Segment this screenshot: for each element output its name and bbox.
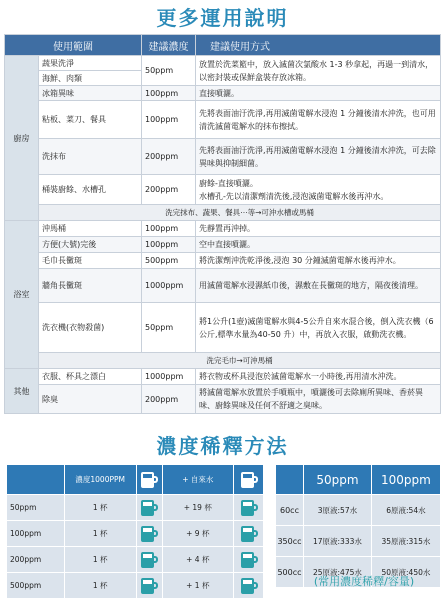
table-row [5,139,441,175]
dilution-row [7,521,264,547]
header-scope: 使用範圍 [5,35,142,56]
method: 將洗潔劑沖洗乾淨後,浸泡 30 分鐘滅菌電解水後再沖水。 [196,253,441,269]
separator-row [5,205,441,221]
ratio-header-row [276,465,441,495]
method: 放置於洗菜籃中，放入滅菌次氯酸水 1-3 秒拿起，再過一到清水，以密封裝或保鮮盒裝存放冰箱。 [196,56,441,86]
plus-sign: + [182,475,189,484]
concentration: 50ppm [142,303,196,353]
table-row [5,385,441,414]
method: 先將表面油汙洗淨,再用滅菌電解水浸泡 1 分鐘後清水沖洗，也可用清洗滅菌電解水的抹布擦拭。 [196,101,441,139]
item-label: 沖馬桶 [39,221,142,237]
ratio-100: 50原液:450水 [371,557,440,588]
cup-icon [240,471,258,489]
table-row [5,56,441,71]
usage-title: 更多運用說明 [156,6,289,30]
cup-icon [140,577,158,595]
method: 直接噴灑。 [196,86,441,101]
table-row [5,303,441,353]
category-other: 其他 [5,369,39,414]
item-label: 冰箱異味 [39,86,142,101]
header-method: 建議使用方式 [196,35,441,56]
item-label: 桶裝廚餘、水槽孔 [39,175,142,205]
plus-sign: + [186,555,193,564]
dilution-base: 1 杯 [64,547,136,573]
plus-sign: + [183,503,191,512]
item-label: 洗衣機(衣物殺菌) [39,303,142,353]
item-label: 洗抹布 [39,139,142,175]
concentration: 100ppm [142,221,196,237]
separator-note: 洗完毛巾→可沖馬桶 [39,353,441,369]
dilution-header-water: 自來水 [190,475,214,484]
ratio-header-100: 100ppm [371,465,440,495]
method-line: 水槽孔-先以清潔劑清洗後,浸泡滅菌電解水後再沖水。 [199,191,389,201]
table-row [5,86,441,101]
cup-icon [140,525,158,543]
table-row [5,369,441,385]
item-label: 毛巾長黴斑 [39,253,142,269]
dilution-title: 濃度稀釋方法 [156,434,289,458]
cup-icon [140,499,158,517]
item-label: 粘板、菜刀、餐具 [39,101,142,139]
separator-note: 洗完抹布、蔬果、餐具⋯等→可沖水槽或馬桶 [39,205,441,221]
ratio-100: 6原液:54水 [371,495,440,526]
dilution-row [7,547,264,573]
item-label: 牆角長黴斑 [39,269,142,303]
concentration: 100ppm [142,237,196,253]
method: 空中直接噴灑。 [196,237,441,253]
concentration: 100ppm [142,86,196,101]
table-row [5,175,441,205]
ratio-note: (常用濃度稀釋/容量) [313,575,415,588]
table-row [5,237,441,253]
ratio-volume: 60cc [276,495,304,526]
ratio-volume: 350cc [276,526,304,557]
plus-sign: + [186,529,193,538]
ratio-50: 3原液:57水 [304,495,372,526]
method: 將衣物或杯具浸泡於滅菌電解水一小時後,再用清水沖洗。 [196,369,441,385]
dilution-row [7,573,264,599]
dilution-label: 500ppm [7,573,65,599]
dilution-label: 50ppm [7,495,65,521]
item-label: 海鮮、肉類 [39,71,142,86]
method-line: 廚餘-直接噴灑。 [199,178,258,188]
concentration: 50ppm [142,56,196,86]
dilution-table [6,464,264,599]
cup-icon [240,525,258,543]
cup-icon [140,471,158,489]
ratio-header-50: 50ppm [304,465,372,495]
table-row [5,221,441,237]
cup-icon [240,551,258,569]
concentration: 1000ppm [142,269,196,303]
ratio-100: 35原液:315水 [371,526,440,557]
dilution-base: 1 杯 [64,521,136,547]
method: 將1公升(1壺)滅菌電解水與4-5公升自來水混合後，倒入洗衣機（6 公斤,標準水量為40-50 升）中，再放入衣服，啟動洗衣機。 [196,303,441,353]
dilution-header-label [7,465,65,495]
concentration: 200ppm [142,385,196,414]
dilution-label: 100ppm [7,521,65,547]
dilution-water: 19 杯 [192,503,212,512]
cup-icon [240,499,258,517]
cup-icon [140,551,158,569]
ratio-table [275,464,441,588]
ratio-row [276,495,441,526]
dilution-header-row [7,465,264,495]
method [196,175,441,205]
separator-row [5,353,441,369]
concentration: 1000ppm [142,369,196,385]
dilution-base: 1 杯 [64,573,136,599]
table-row [5,101,441,139]
item-label: 方便(大號)完後 [39,237,142,253]
dilution-label: 200ppm [7,547,65,573]
concentration: 100ppm [142,101,196,139]
item-label: 除臭 [39,385,142,414]
item-label: 衣服、杯具之漂白 [39,369,142,385]
header-concentration: 建議濃度 [142,35,196,56]
dilution-water: 1 杯 [194,581,210,590]
dilution-water: 9 杯 [194,529,210,538]
ratio-volume: 500cc [276,557,304,588]
method: 先靜置再沖掉。 [196,221,441,237]
usage-table [4,34,441,414]
concentration: 200ppm [142,175,196,205]
category-kitchen: 廚房 [5,56,39,221]
dilution-water: 4 杯 [194,555,210,564]
ratio-header-blank [276,465,304,495]
dilution-row [7,495,264,521]
item-label: 蔬果洗淨 [39,56,142,71]
plus-sign: + [186,581,193,590]
category-bathroom: 浴室 [5,221,39,369]
table-row [5,269,441,303]
concentration: 200ppm [142,139,196,175]
method: 用滅菌電解水浸濕紙巾後，濕敷在長黴斑的地方，隔夜後清理。 [196,269,441,303]
cup-icon [240,577,258,595]
method: 將滅菌電解水放置於手噴瓶中，噴灑後可去除廁所異味、香菸異味、廚餘異味及任何不舒適之臭味。 [196,385,441,414]
ratio-50: 17原液:333水 [304,526,372,557]
usage-header-row [5,35,441,56]
ratio-50: 25原液:475水 [304,557,372,588]
ratio-row [276,526,441,557]
table-row [5,253,441,269]
method: 先將表面油汙洗淨,再用滅菌電解水浸泡 1 分鐘後清水沖洗，可去除異味與抑制細菌。 [196,139,441,175]
dilution-header-base: 濃度1000PPM [64,465,136,495]
dilution-base: 1 杯 [64,495,136,521]
concentration: 500ppm [142,253,196,269]
